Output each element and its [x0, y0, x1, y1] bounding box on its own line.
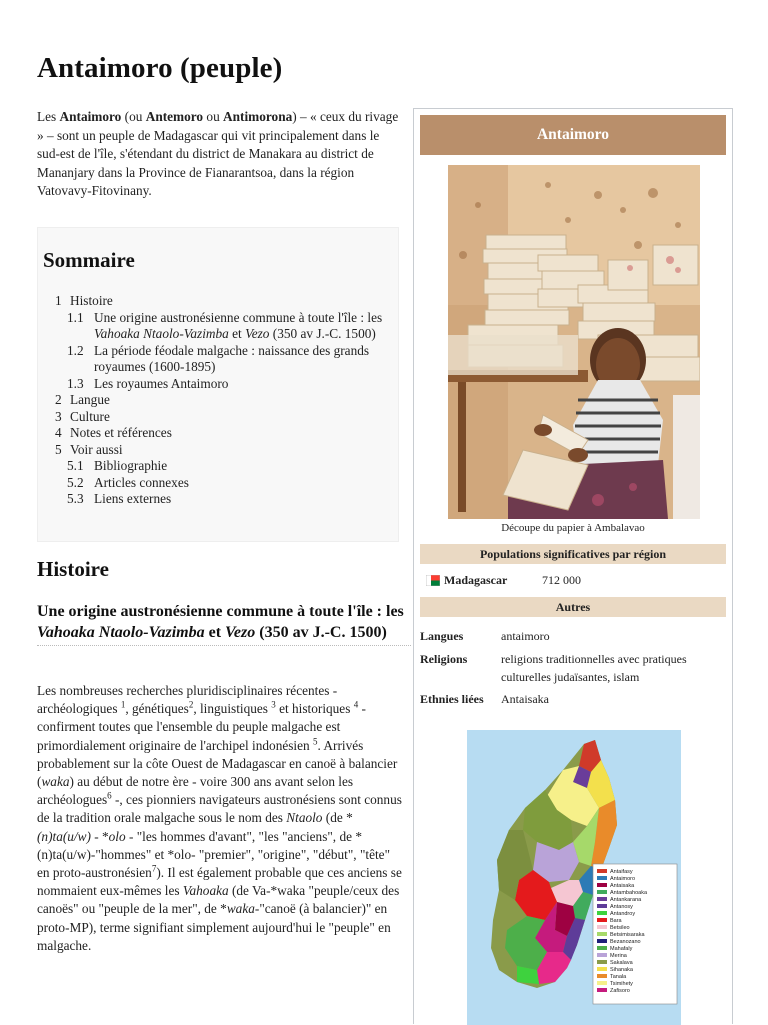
svg-text:Antandroy: Antandroy: [610, 911, 636, 917]
langues-label: Langues: [420, 629, 464, 643]
toc-item-culture[interactable]: 3 Culture: [55, 408, 110, 424]
ref-link[interactable]: 4: [353, 699, 359, 710]
svg-text:Tsimihety: Tsimihety: [610, 981, 633, 987]
svg-text:Antambahoaka: Antambahoaka: [610, 890, 647, 896]
svg-text:Betsileo: Betsileo: [610, 925, 630, 931]
infobox: [413, 108, 733, 1024]
svg-text:Antaifasy: Antaifasy: [610, 869, 633, 875]
ref-link[interactable]: 2: [188, 699, 194, 710]
histoire-paragraph: Les nombreuses recherches pluridisciplinaires récentes - archéologiques $^1$, génétiques$^2$, linguistiques $^3$ et historiques $^4$ - confirment toutes que l'ensemble du peuple malgache est primordialement originaire de l'archipel indonésien $^5$. Arrivés probablement sur la côte Ouest de Madagascar en canoë à balancier (waka) au début de notre ère - voire 300 ans avant selon les archéologues$^6$ -, ces pionniers navigateurs austronésiens sont connus de la tradition orale malgache sous le nom des Ntaolo (de *(n)ta(u/w) - *olo - "les hommes d'avant", "les "anciens", de *(n)ta(u/w)-"hommes" et *olo- "premier", "origine", "début", "tête" en proto-austronésien$^7$). Il est également probable que ces anciens se nommaient eux-mêmes les Vahoaka (de Va-*waka "peuple/ceux des canoës" ou "peuple de la mer", de *waka-"canoë (à balancier)" en proto-MP), terme signifiant simplement aujourd'hui le "peuple" en malgache.: [37, 683, 402, 953]
populations-heading: Populations significatives par région: [420, 544, 726, 564]
ethnies-label: Ethnies liées: [420, 692, 484, 706]
toc-item-bibliographie[interactable]: 5.1 Bibliographie: [67, 458, 168, 473]
religions-label: Religions: [420, 652, 468, 666]
name-antimorona: Antimorona: [223, 109, 293, 124]
svg-text:Antaimoro: Antaimoro: [610, 876, 636, 882]
svg-text:Bara: Bara: [610, 918, 622, 924]
svg-text:Zafisoro: Zafisoro: [610, 988, 630, 994]
svg-text:Betsimisaraka: Betsimisaraka: [610, 932, 645, 938]
subsection-heading-origine: Une origine austronésienne commune à toute l'île : les Vahoaka Ntaolo-Vazimba et Vezo (350 av J.-C. 1500): [37, 601, 411, 646]
page-title: Antaimoro (peuple): [37, 52, 283, 84]
svg-text:Tanala: Tanala: [610, 974, 627, 980]
toc-item-langue[interactable]: 2 Langue: [55, 392, 110, 407]
religions-value: religions traditionnelles avec pratiques culturelles judaïsantes, islam: [501, 652, 687, 684]
svg-text:Antankarana: Antankarana: [610, 897, 642, 903]
section-heading-histoire: Histoire: [37, 557, 109, 581]
svg-text:Merina: Merina: [610, 953, 627, 959]
ref-link[interactable]: 5: [313, 736, 318, 747]
intro-paragraph: Les Antaimoro (ou Antemoro ou Antimorona) – « ceux du rivage » – sont un peuple de Madagascar qui vit principalement dans le sud-est de l'île, s'étendant du district de Manakara au district de Mananjary dans la Province de Fianarantsoa, dans la région Vatovavy-Fitovinany.: [37, 109, 399, 198]
toc-title: Sommaire: [43, 248, 135, 272]
toc-item-periode-feodale[interactable]: 1.2 La période féodale malgache : naissance des grands royaumes (1600-1895): [67, 342, 370, 374]
svg-text:Mahafaly: Mahafaly: [610, 946, 633, 952]
ethnic-map-madagascar[interactable]: [467, 730, 681, 1025]
table-of-contents: [37, 227, 399, 542]
toc-item-articles-connexes[interactable]: 5.2 Articles connexes: [67, 474, 189, 490]
ethnies-value[interactable]: Antaisaka: [501, 692, 549, 706]
ref-link[interactable]: 3: [271, 699, 276, 710]
photo-woman-making-paper: [448, 165, 700, 519]
ref-link[interactable]: 6: [107, 790, 112, 801]
svg-text:Sakalava: Sakalava: [610, 960, 633, 966]
name-antemoro: Antemoro: [145, 109, 204, 124]
svg-text:Bezanozano: Bezanozano: [610, 939, 641, 945]
svg-text:Sihanaka: Sihanaka: [610, 967, 633, 973]
toc-item-histoire[interactable]: 1 Histoire: [55, 293, 113, 308]
toc-item-notes[interactable]: 4 Notes et références: [55, 425, 172, 440]
population-row: [426, 573, 581, 588]
name-antaimoro: Antaimoro: [59, 109, 122, 124]
infobox-photo[interactable]: [448, 165, 700, 519]
population-region-link[interactable]: Madagascar: [444, 573, 508, 587]
madagascar-map-image: [467, 730, 681, 1025]
langues-value[interactable]: antaimoro: [501, 629, 550, 643]
toc-item-royaumes[interactable]: 1.3 Les royaumes Antaimoro: [67, 375, 229, 391]
svg-text:Antaisaka: Antaisaka: [610, 883, 635, 889]
ref-link[interactable]: 7: [151, 863, 157, 874]
toc-item-origine[interactable]: 1.1 Une origine austronésienne commune à toute l'île : les Vahoaka Ntaolo-Vazimba et Vezo (350 av J.-C. 1500): [67, 309, 383, 341]
population-count: 712 000: [542, 573, 581, 587]
madagascar-flag-icon: [426, 575, 440, 586]
ref-link[interactable]: 1: [120, 699, 126, 710]
toc-item-liens-externes[interactable]: 5.3 Liens externes: [67, 491, 172, 506]
infobox-title: Antaimoro: [420, 115, 726, 155]
toc-item-voir-aussi[interactable]: 5 Voir aussi: [55, 441, 123, 457]
svg-text:Antanosy: Antanosy: [610, 904, 633, 910]
toc-list: [38, 293, 398, 508]
autres-heading: Autres: [420, 597, 726, 617]
photo-caption: Découpe du papier à Ambalavao: [501, 522, 645, 534]
